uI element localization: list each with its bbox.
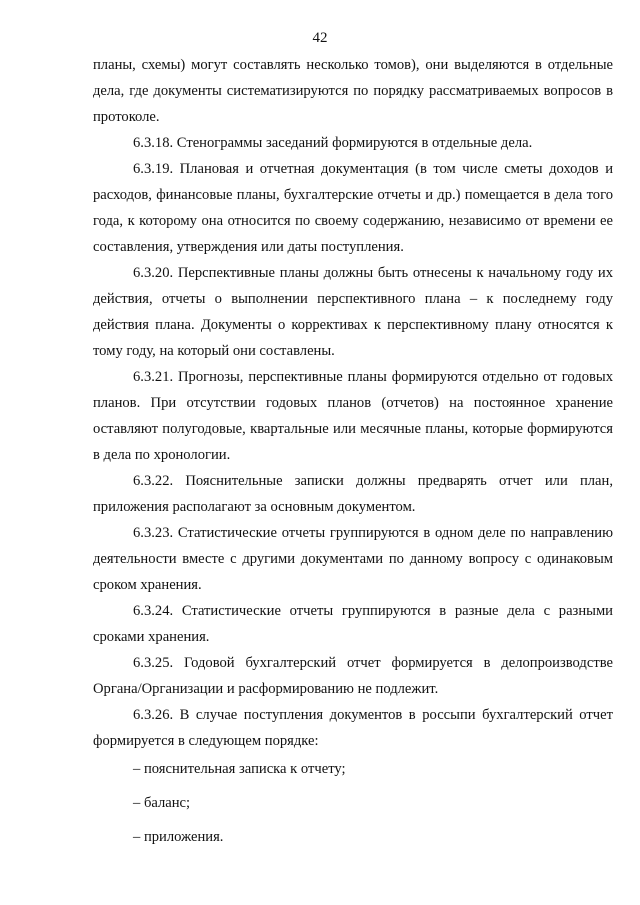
paragraph-6-3-20: 6.3.20. Перспективные планы должны быть отнесены к начальному году их действия, отчеты о выполнении перспективного плана – к последнему году действия плана. Документы о коррективах к перспективному плану относятся к тому году, на который они составлены. [93, 265, 613, 359]
paragraph-6-3-22: 6.3.22. Пояснительные записки должны предварять отчет или план, приложения располагают за основным документом. [93, 473, 613, 515]
page-number: 42 [312, 30, 328, 46]
paragraph-6-3-23: 6.3.23. Статистические отчеты группируются в одном деле по направлению деятельности вместе с другими документами по данному вопросу с одинаковым сроком хранения. [93, 525, 613, 593]
report-order-list [93, 756, 613, 850]
paragraph-6-3-26: 6.3.26. В случае поступления документов в россыпи бухгалтерский отчет формируется в следующем порядке: [93, 707, 613, 749]
list-item: – приложения. [133, 829, 224, 845]
list-item: – баланс; [133, 795, 191, 811]
paragraph-6-3-19: 6.3.19. Плановая и отчетная документация (в том числе сметы доходов и расходов, финансовые планы, бухгалтерские отчеты и др.) помещается в дела того года, к которому она относится по своему содержанию, независимо от времени ее составления, утверждения или даты поступления. [93, 161, 613, 255]
list-item: – пояснительная записка к отчету; [133, 761, 346, 777]
document-body [93, 52, 613, 858]
paragraph-6-3-21: 6.3.21. Прогнозы, перспективные планы формируются отдельно от годовых планов. При отсутствии годовых планов (отчетов) на постоянное хранение оставляют полугодовые, квартальные или месячные планы, которые формируются в дела по хронологии. [93, 369, 613, 463]
paragraph-6-3-24: 6.3.24. Статистические отчеты группируются в разные дела с разными сроками хранения. [93, 603, 613, 645]
paragraph-6-3-25: 6.3.25. Годовой бухгалтерский отчет формируется в делопроизводстве Органа/Организации и расформированию не подлежит. [93, 655, 613, 697]
paragraph-6-3-18: 6.3.18. Стенограммы заседаний формируются в отдельные дела. [133, 135, 533, 151]
paragraph-continuation: планы, схемы) могут составлять несколько томов), они выделяются в отдельные дела, где документы систематизируются по порядку рассматриваемых вопросов в протоколе. [93, 57, 613, 125]
